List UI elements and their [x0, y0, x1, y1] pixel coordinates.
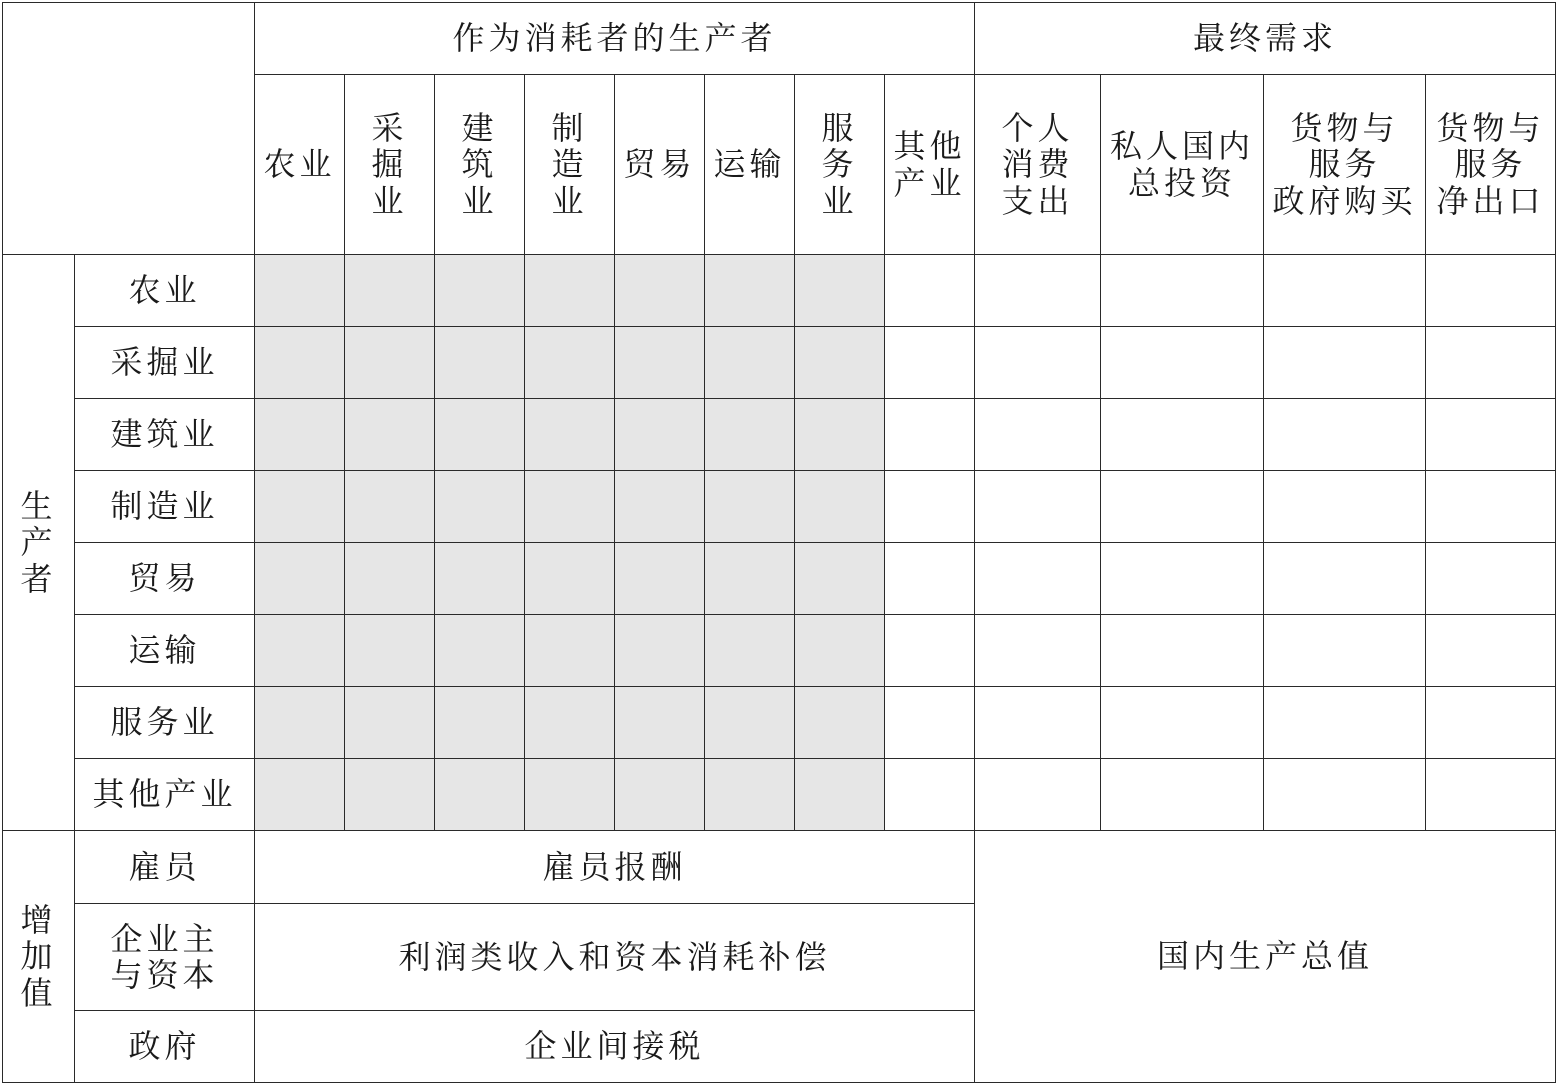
shaded-cell	[255, 471, 345, 543]
input-output-table	[2, 2, 1556, 1083]
shaded-cell	[705, 543, 795, 615]
consumer-group-header: 作为消耗者的生产者	[255, 3, 975, 75]
shaded-cell	[345, 543, 435, 615]
col-header-agriculture: 农业	[255, 75, 345, 255]
final-demand-group-header: 最终需求	[975, 3, 1556, 75]
shaded-cell	[525, 399, 615, 471]
row-label-mining: 采掘业	[75, 327, 255, 399]
shaded-cell	[795, 759, 885, 831]
empty-cell	[1264, 543, 1426, 615]
shaded-cell	[705, 399, 795, 471]
shaded-cell	[615, 543, 705, 615]
shaded-cell	[525, 255, 615, 327]
empty-cell	[885, 759, 975, 831]
shaded-cell	[795, 255, 885, 327]
col-header-manufacturing: 制 造 业	[525, 75, 615, 255]
row-label-owners-capital: 企业主 与资本	[75, 904, 255, 1011]
empty-cell	[1101, 327, 1264, 399]
shaded-cell	[615, 687, 705, 759]
col-header-personal-consumption: 个人 消费 支出	[975, 75, 1101, 255]
shaded-cell	[705, 687, 795, 759]
empty-cell	[885, 687, 975, 759]
empty-cell	[1101, 399, 1264, 471]
shaded-cell	[345, 327, 435, 399]
value-added-group-label: 增 加 值	[3, 831, 75, 1083]
shaded-cell	[255, 687, 345, 759]
col-header-services: 服 务 业	[795, 75, 885, 255]
row-label-transport: 运输	[75, 615, 255, 687]
empty-cell	[975, 687, 1101, 759]
shaded-cell	[345, 255, 435, 327]
row-label-trade: 贸易	[75, 543, 255, 615]
shaded-cell	[435, 327, 525, 399]
empty-cell	[885, 471, 975, 543]
col-header-net-exports: 货物与 服务 净出口	[1426, 75, 1556, 255]
shaded-cell	[345, 687, 435, 759]
shaded-cell	[345, 759, 435, 831]
shaded-cell	[255, 255, 345, 327]
empty-cell	[1264, 759, 1426, 831]
empty-cell	[975, 759, 1101, 831]
shaded-cell	[615, 615, 705, 687]
shaded-cell	[345, 399, 435, 471]
shaded-cell	[525, 687, 615, 759]
shaded-cell	[525, 615, 615, 687]
empty-cell	[1264, 399, 1426, 471]
empty-cell	[1426, 759, 1556, 831]
empty-cell	[1264, 471, 1426, 543]
col-header-construction: 建 筑 业	[435, 75, 525, 255]
empty-cell	[885, 615, 975, 687]
empty-cell	[1101, 615, 1264, 687]
shaded-cell	[795, 543, 885, 615]
empty-cell	[1264, 327, 1426, 399]
empty-cell	[1264, 615, 1426, 687]
col-header-mining: 采 掘 业	[345, 75, 435, 255]
empty-cell	[1426, 687, 1556, 759]
empty-cell	[975, 615, 1101, 687]
shaded-cell	[705, 255, 795, 327]
shaded-cell	[255, 543, 345, 615]
empty-cell	[975, 399, 1101, 471]
empty-cell	[975, 543, 1101, 615]
col-header-other-industries: 其他 产业	[885, 75, 975, 255]
shaded-cell	[255, 327, 345, 399]
shaded-cell	[615, 471, 705, 543]
shaded-cell	[795, 471, 885, 543]
shaded-cell	[435, 543, 525, 615]
shaded-cell	[705, 759, 795, 831]
shaded-cell	[615, 759, 705, 831]
shaded-cell	[705, 471, 795, 543]
gdp-cell: 国内生产总值	[975, 831, 1556, 1083]
shaded-cell	[255, 759, 345, 831]
shaded-cell	[795, 687, 885, 759]
shaded-cell	[705, 615, 795, 687]
empty-cell	[1426, 471, 1556, 543]
row-label-services: 服务业	[75, 687, 255, 759]
shaded-cell	[345, 471, 435, 543]
shaded-cell	[615, 255, 705, 327]
empty-cell	[975, 327, 1101, 399]
empty-cell	[975, 471, 1101, 543]
shaded-cell	[435, 399, 525, 471]
indirect-business-tax-cell: 企业间接税	[255, 1011, 975, 1083]
shaded-cell	[435, 255, 525, 327]
row-label-employees: 雇员	[75, 831, 255, 904]
col-header-private-investment: 私人国内 总投资	[1101, 75, 1264, 255]
empty-cell	[885, 399, 975, 471]
shaded-cell	[435, 759, 525, 831]
empty-cell	[1426, 615, 1556, 687]
shaded-cell	[435, 471, 525, 543]
empty-cell	[1101, 471, 1264, 543]
row-label-other-industries: 其他产业	[75, 759, 255, 831]
shaded-cell	[435, 687, 525, 759]
empty-cell	[885, 255, 975, 327]
shaded-cell	[525, 327, 615, 399]
empty-cell	[1101, 687, 1264, 759]
shaded-cell	[795, 399, 885, 471]
empty-cell	[1426, 255, 1556, 327]
shaded-cell	[345, 615, 435, 687]
col-header-trade: 贸易	[615, 75, 705, 255]
empty-cell	[1426, 327, 1556, 399]
shaded-cell	[615, 327, 705, 399]
shaded-cell	[525, 471, 615, 543]
shaded-cell	[255, 399, 345, 471]
shaded-cell	[705, 327, 795, 399]
empty-cell	[1264, 687, 1426, 759]
row-label-construction: 建筑业	[75, 399, 255, 471]
empty-cell	[1426, 543, 1556, 615]
shaded-cell	[255, 615, 345, 687]
shaded-cell	[525, 759, 615, 831]
shaded-cell	[435, 615, 525, 687]
col-header-transport: 运输	[705, 75, 795, 255]
io-table-wrapper	[2, 2, 1556, 1083]
corner-blank-cell	[3, 3, 255, 255]
shaded-cell	[795, 327, 885, 399]
empty-cell	[1264, 255, 1426, 327]
profit-capital-consumption-cell: 利润类收入和资本消耗补偿	[255, 904, 975, 1011]
empty-cell	[975, 255, 1101, 327]
producers-group-label: 生 产 者	[3, 255, 75, 831]
empty-cell	[885, 543, 975, 615]
shaded-cell	[795, 615, 885, 687]
col-header-government-purchases: 货物与 服务 政府购买	[1264, 75, 1426, 255]
empty-cell	[1426, 399, 1556, 471]
empty-cell	[885, 327, 975, 399]
empty-cell	[1101, 543, 1264, 615]
shaded-cell	[615, 399, 705, 471]
empty-cell	[1101, 255, 1264, 327]
shaded-cell	[525, 543, 615, 615]
row-label-manufacturing: 制造业	[75, 471, 255, 543]
row-label-government: 政府	[75, 1011, 255, 1083]
empty-cell	[1101, 759, 1264, 831]
row-label-agriculture: 农业	[75, 255, 255, 327]
employee-compensation-cell: 雇员报酬	[255, 831, 975, 904]
